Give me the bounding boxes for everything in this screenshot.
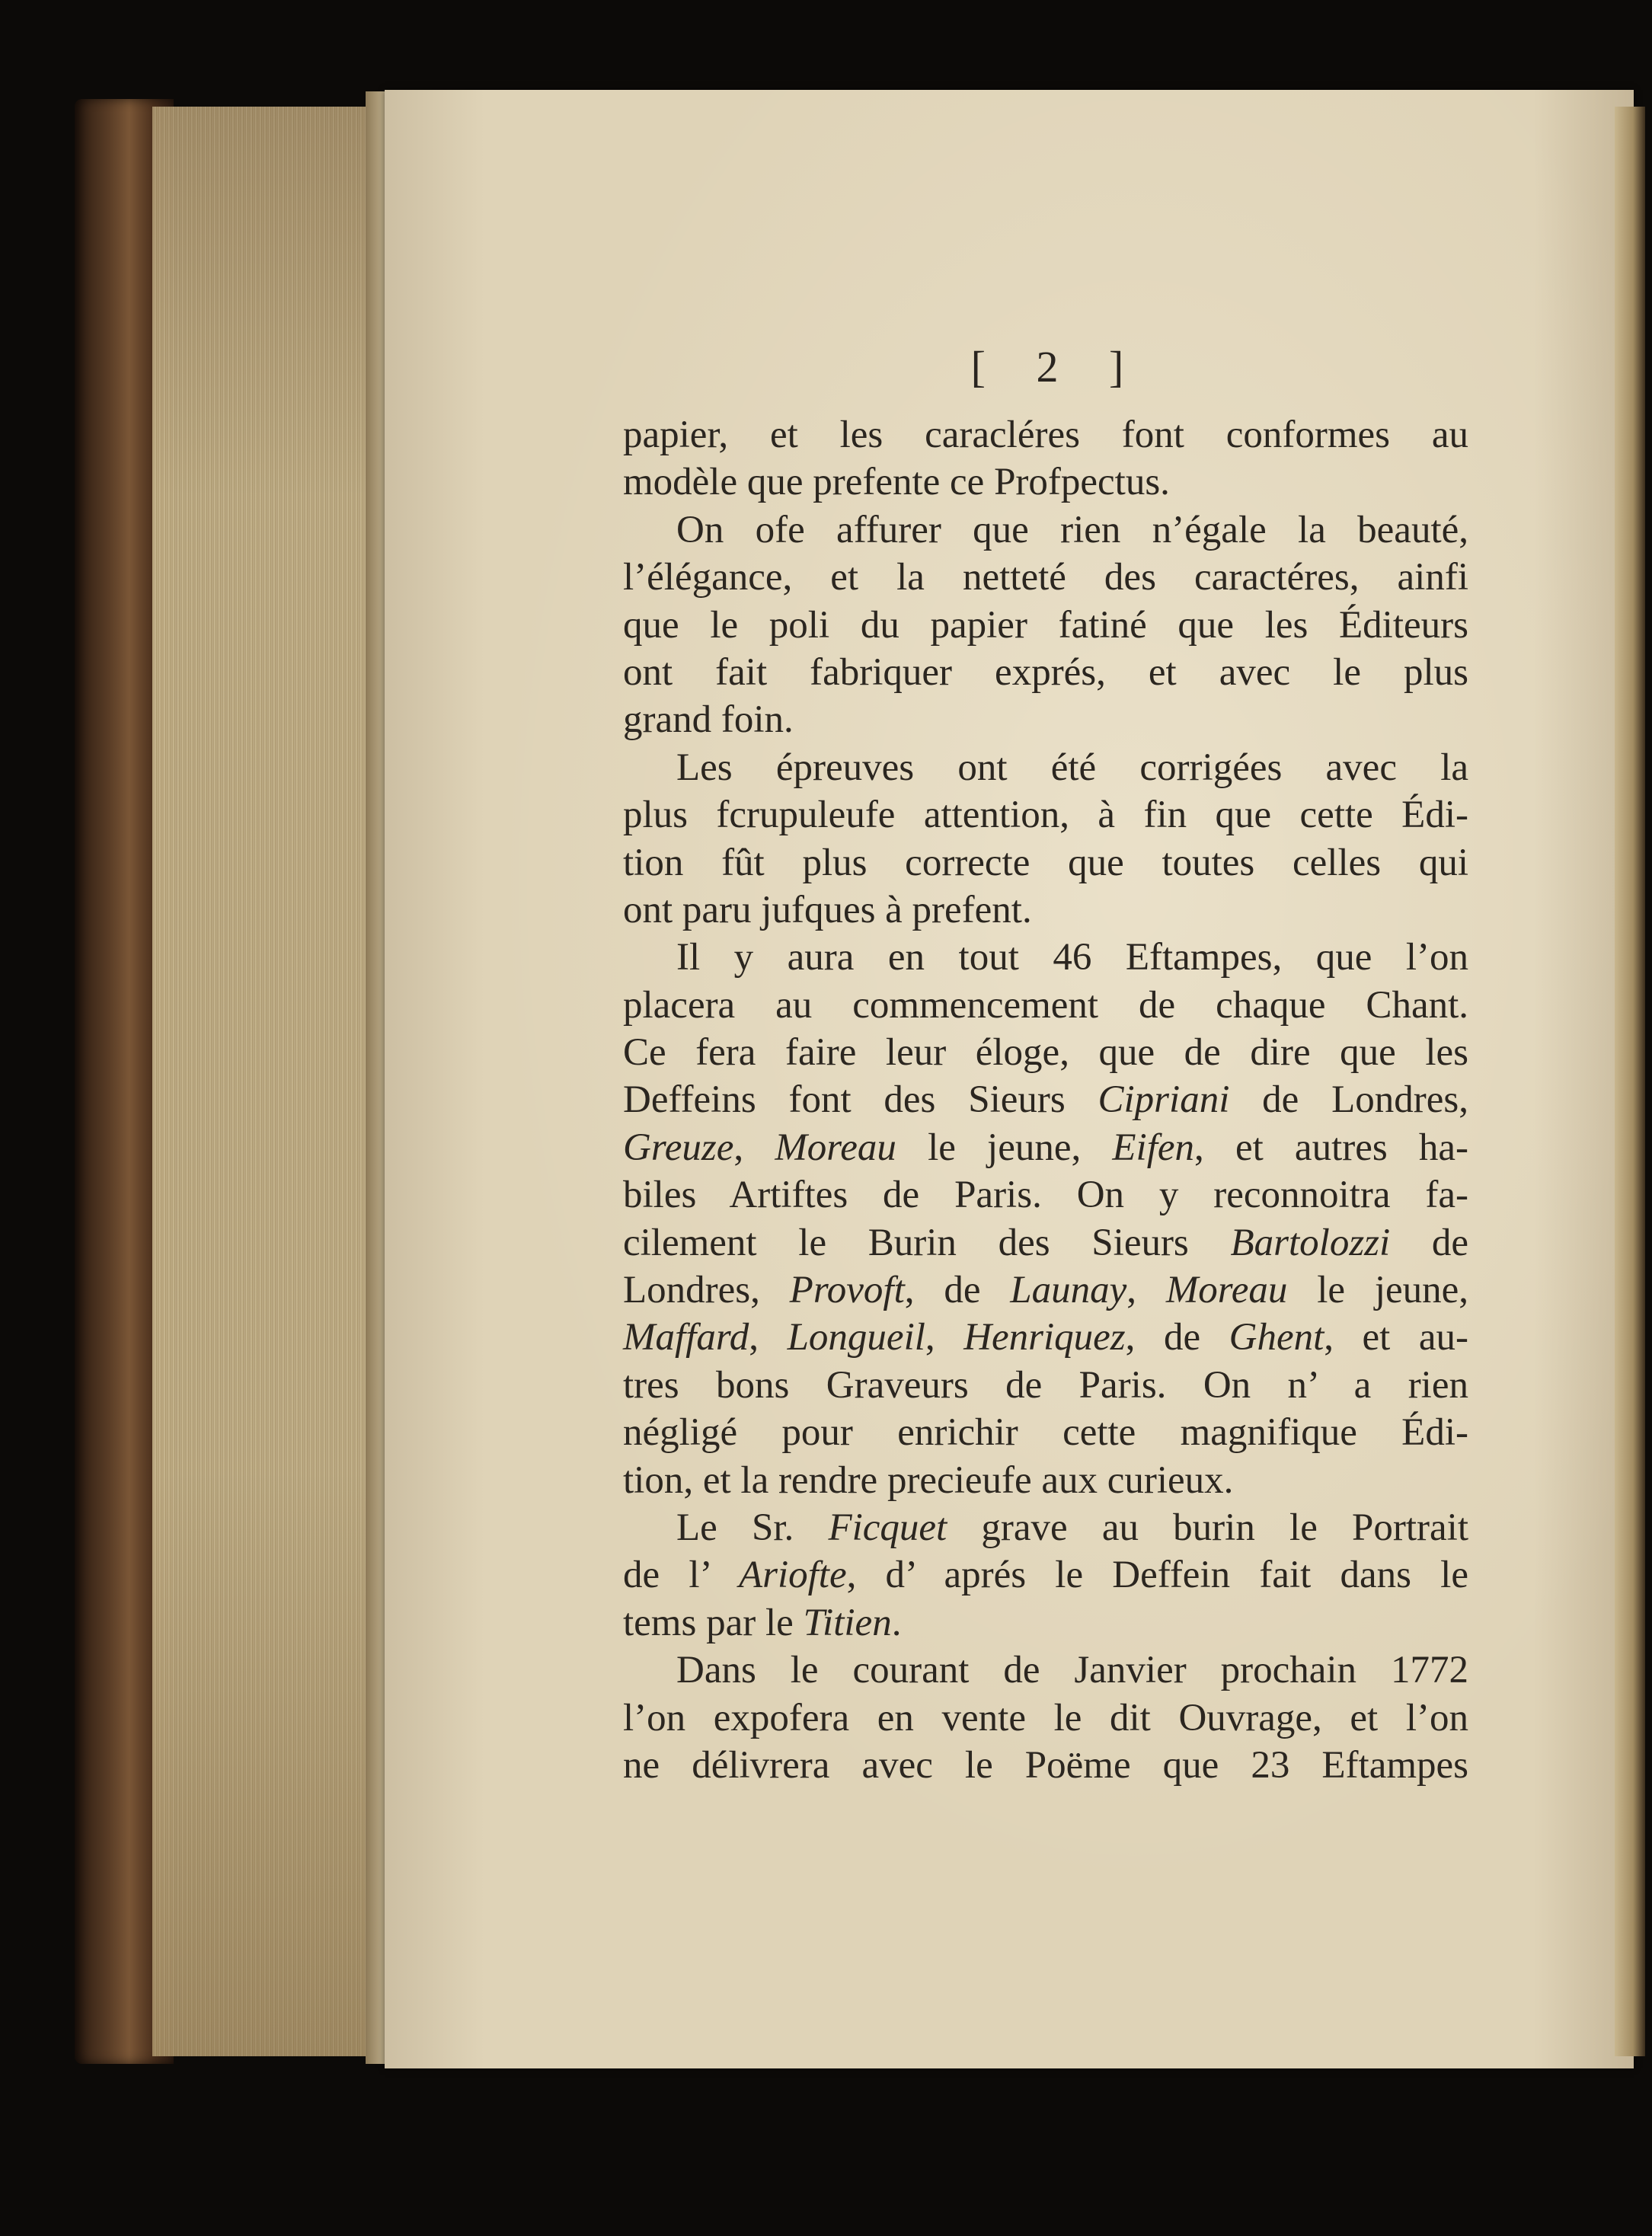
text-line bbox=[623, 1742, 1468, 1789]
italic-name: Launay bbox=[1010, 1269, 1127, 1312]
text-segment: grand foin. bbox=[623, 698, 794, 742]
page-number: [ 2 ] bbox=[970, 342, 1144, 391]
text-segment: le jeune, bbox=[896, 1126, 1113, 1169]
text-line bbox=[623, 1029, 1468, 1076]
text-segment: papier, et les caracléres font conformes au bbox=[623, 414, 1468, 456]
text-line bbox=[623, 1124, 1468, 1171]
italic-name: Ariofte bbox=[738, 1554, 847, 1597]
text-segment: On ofe affurer que rien n’égale la beauté, bbox=[676, 508, 1468, 551]
text-segment: , bbox=[925, 1316, 964, 1359]
text-segment: grave au burin le Portrait bbox=[947, 1506, 1468, 1549]
text-line bbox=[623, 744, 1468, 791]
text-line bbox=[623, 1362, 1468, 1409]
text-segment: , de bbox=[1125, 1316, 1229, 1359]
italic-name: Bartolozzi bbox=[1230, 1221, 1391, 1264]
text-line bbox=[623, 1219, 1468, 1267]
italic-name: Eifen bbox=[1112, 1126, 1195, 1169]
text-line bbox=[623, 839, 1468, 886]
text-segment: tion, et la rendre precieufe aux curieux. bbox=[623, 1458, 1234, 1502]
text-segment: biles Artiftes de Paris. On y reconnoitra fa- bbox=[623, 1174, 1468, 1217]
text-line bbox=[623, 1647, 1468, 1694]
text-line bbox=[623, 1171, 1468, 1219]
italic-name: Cipriani bbox=[1098, 1078, 1230, 1122]
text-line bbox=[623, 554, 1468, 601]
text-line bbox=[623, 1314, 1468, 1361]
text-segment: négligé pour enrichir cette magnifique Édi- bbox=[623, 1411, 1468, 1455]
text-segment: modèle que prefente ce Profpectus. bbox=[623, 461, 1170, 504]
italic-name: Ghent bbox=[1229, 1316, 1324, 1359]
text-segment: que le poli du papier fatiné que les Éditeurs bbox=[623, 603, 1468, 647]
text-segment: , et autres ha- bbox=[1194, 1126, 1468, 1169]
italic-name: Moreau bbox=[1165, 1269, 1288, 1312]
text-segment: l’on expofera en vente le dit Ouvrage, et l’on bbox=[623, 1696, 1468, 1739]
text-line bbox=[623, 1599, 1468, 1647]
italic-name: Provoft bbox=[789, 1269, 905, 1312]
text-segment: de l’ bbox=[623, 1554, 739, 1597]
text-line bbox=[623, 1551, 1468, 1599]
text-segment: Londres, bbox=[623, 1269, 790, 1312]
text-segment: de Londres, bbox=[1229, 1078, 1468, 1122]
text-segment: Les épreuves ont été corrigées avec la bbox=[676, 746, 1468, 789]
text-line bbox=[623, 649, 1468, 696]
text-segment: . bbox=[891, 1601, 902, 1644]
text-line bbox=[623, 411, 1468, 458]
text-segment: , d’ aprés le Deffein fait dans le bbox=[846, 1554, 1468, 1597]
text-segment: tres bons Graveurs de Paris. On n’ a rien bbox=[623, 1363, 1468, 1407]
italic-name: Moreau bbox=[775, 1126, 896, 1169]
text-line bbox=[623, 1076, 1468, 1123]
text-line bbox=[623, 458, 1468, 506]
page-right-edge bbox=[1615, 107, 1645, 2056]
text-line bbox=[623, 506, 1468, 554]
text-segment: le jeune, bbox=[1287, 1269, 1469, 1312]
text-segment: ont fait fabriquer exprés, et avec le plus bbox=[623, 650, 1468, 694]
text-segment: ne délivrera avec le Poëme que 23 Eftampes bbox=[623, 1743, 1468, 1787]
text-segment: tems par le bbox=[623, 1601, 804, 1644]
text-segment: cilement le Burin des Sieurs bbox=[623, 1221, 1231, 1264]
text-line bbox=[623, 1409, 1468, 1456]
text-segment: ont paru jufques à prefent. bbox=[623, 888, 1032, 931]
text-segment: de bbox=[1390, 1221, 1469, 1264]
italic-name: Henriquez bbox=[963, 1316, 1126, 1359]
text-segment: , et au- bbox=[1324, 1316, 1468, 1359]
text-line bbox=[623, 602, 1468, 649]
text-segment: , bbox=[749, 1316, 788, 1359]
italic-name: Maffard bbox=[623, 1316, 749, 1359]
text-line bbox=[623, 934, 1468, 981]
text-line bbox=[623, 1457, 1468, 1504]
text-segment: plus fcrupuleufe attention, à fin que cette Édi- bbox=[623, 794, 1468, 837]
text-line bbox=[623, 886, 1468, 934]
italic-name: Longueil bbox=[787, 1316, 925, 1359]
text-segment: l’élégance, et la netteté des caractéres, ainfi bbox=[623, 556, 1468, 599]
text-line bbox=[623, 1695, 1468, 1742]
text-segment: placera au commencement de chaque Chant. bbox=[623, 983, 1468, 1027]
text-line bbox=[623, 791, 1468, 838]
text-segment: Le Sr. bbox=[676, 1506, 829, 1549]
text-segment: , bbox=[733, 1126, 775, 1169]
text-segment: Dans le courant de Janvier prochain 1772 bbox=[676, 1649, 1468, 1692]
body-text bbox=[623, 411, 1468, 1789]
italic-name: Ficquet bbox=[828, 1506, 947, 1549]
page-edges bbox=[152, 107, 381, 2056]
text-segment: , bbox=[1126, 1269, 1166, 1312]
text-segment: Deffeins font des Sieurs bbox=[623, 1078, 1098, 1122]
text-line bbox=[623, 982, 1468, 1029]
text-segment: tion fût plus correcte que toutes celles qui bbox=[623, 841, 1468, 884]
text-segment: , de bbox=[904, 1269, 1011, 1312]
text-line bbox=[623, 1504, 1468, 1551]
text-line bbox=[623, 1267, 1468, 1314]
text-line bbox=[623, 696, 1468, 743]
text-segment: Il y aura en tout 46 Eftampes, que l’on bbox=[676, 936, 1468, 979]
italic-name: Greuze bbox=[623, 1126, 734, 1169]
italic-name: Titien bbox=[803, 1601, 892, 1644]
text-segment: Ce fera faire leur éloge, que de dire que les bbox=[623, 1031, 1468, 1075]
